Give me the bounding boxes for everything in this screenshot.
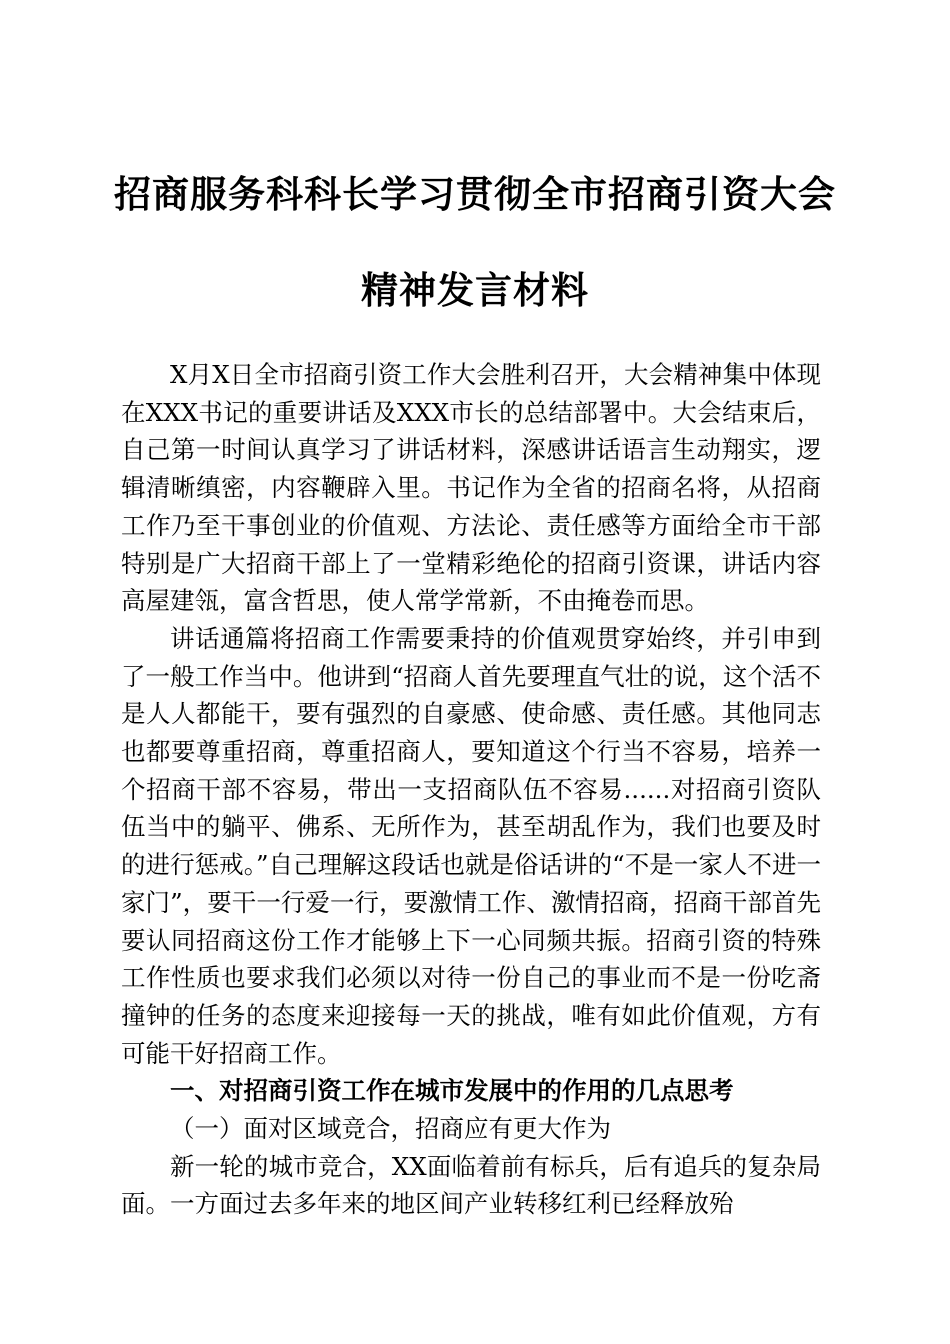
paragraph-3: 新一轮的城市竞合，XX面临着前有标兵，后有追兵的复杂局面。一方面过去多年来的地区间产业转移红利已经释放殆 — [121, 1151, 821, 1219]
section-heading-1: 一、对招商引资工作在城市发展中的作用的几点思考 — [170, 1076, 734, 1106]
subsection-heading-1: （一）面对区域竞合，招商应有更大作为 — [170, 1114, 611, 1144]
paragraph-2: 讲话通篇将招商工作需要秉持的价值观贯穿始终，并引申到了一般工作当中。他讲到“招商人首先要理直气壮的说，这个活不是人人都能干，要有强烈的自豪感、使命感、责任感。其他同志也都要尊重招商，尊重招商人，要知道这个行当不容易，培养一个招商干部不容易，带出一支招商队伍不容易......对招商引资队伍当中的躺平、佛系、无所作为，甚至胡乱作为，我们也要及时的进行惩戒。”自己理解这段话也就是俗话讲的“不是一家人不进一家门”，要干一行爱一行，要激情工作、激情招商，招商干部首先要认同招商这份工作才能够上下一心同频共振。招商引资的特殊工作性质也要求我们必须以对待一份自己的事业而不是一份吃斋撞钟的任务的态度来迎接每一天的挑战，唯有如此价值观，方有可能干好招商工作。 — [121, 623, 821, 1068]
paragraph-1: X月X日全市招商引资工作大会胜利召开，大会精神集中体现在XXX书记的重要讲话及XXX市长的总结部署中。大会结束后，自己第一时间认真学习了讲话材料，深感讲话语言生动翔实，逻辑清晰缜密，内容鞭辟入里。书记作为全省的招商名将，从招商工作乃至干事创业的价值观、方法论、责任感等方面给全市干部特别是广大招商干部上了一堂精彩绝伦的招商引资课，讲话内容高屋建瓴，富含哲思，使人常学常新，不由掩卷而思。 — [121, 360, 821, 616]
document-title: 招商服务科科长学习贯彻全市招商引资大会精神发言材料 — [114, 172, 836, 312]
document-body — [121, 356, 821, 1223]
